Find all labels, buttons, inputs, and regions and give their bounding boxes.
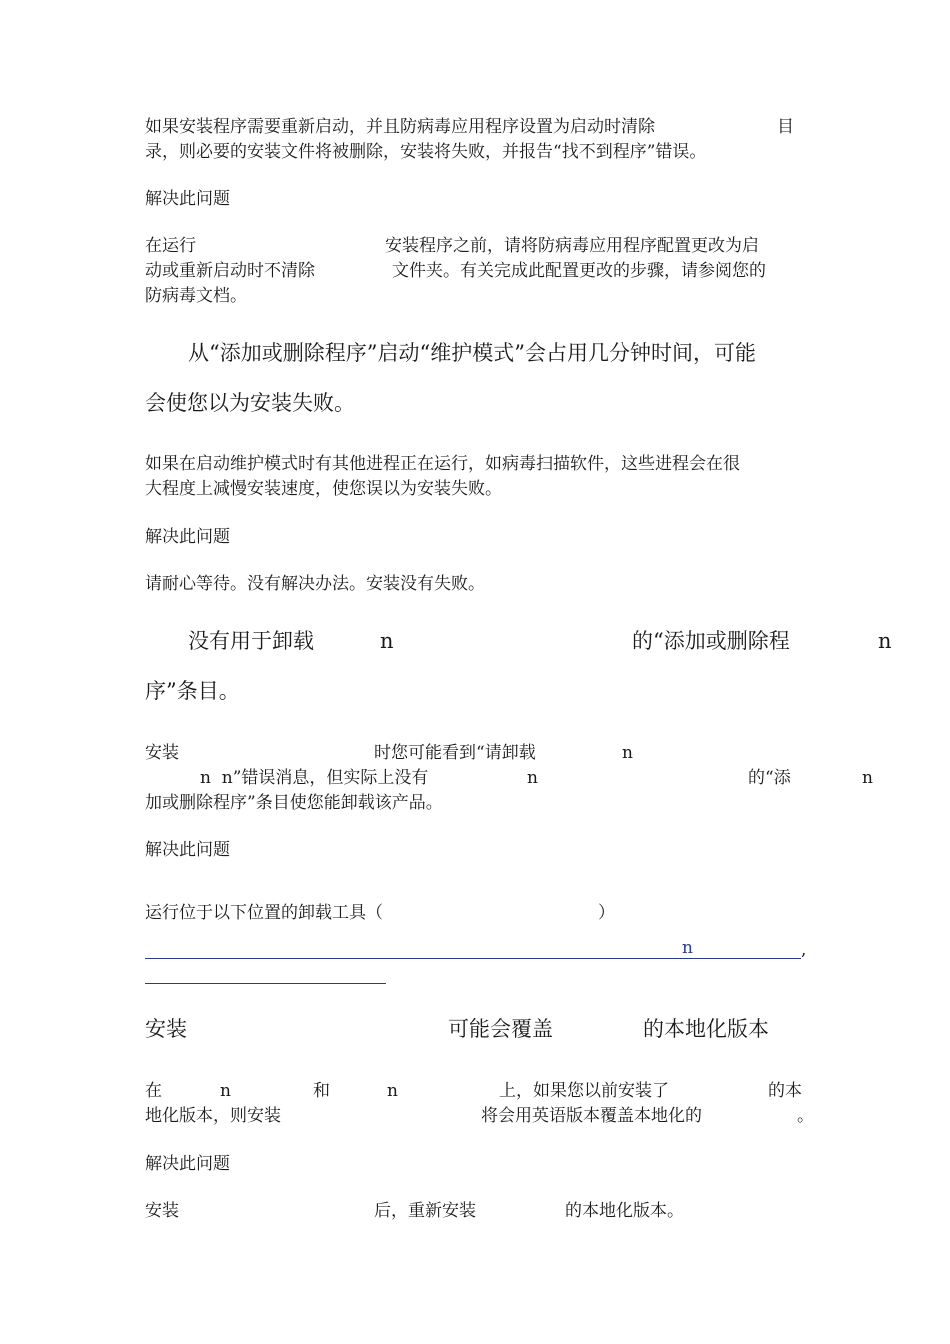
section-heading: 安装 [145, 1017, 187, 1041]
paragraph-line: 的本地化版本。 [565, 1201, 684, 1221]
paragraph-line: n [862, 768, 873, 788]
paragraph-line: 在 [145, 1081, 162, 1101]
paragraph-line: 大程度上减慢安装速度，使您误以为安装失败。 [145, 479, 502, 499]
paragraph-line: 如果安装程序需要重新启动，并且防病毒应用程序设置为启动时清除 [145, 117, 655, 137]
paragraph-line: n [387, 1081, 398, 1101]
link-underline [145, 983, 386, 984]
resolve-label: 解决此问题 [145, 840, 230, 860]
paragraph-line: 录，则必要的安装文件将被删除，安装将失败，并报告“找不到程序”错误。 [145, 142, 707, 162]
link-underline [145, 958, 801, 959]
paragraph-line: 上，如果您以前安装了 [499, 1081, 669, 1101]
uninstall-tool-link[interactable] [145, 934, 805, 986]
paragraph-line: n [622, 743, 633, 763]
paragraph-line: 防病毒文档。 [145, 286, 247, 306]
paragraph-line: 安装程序之前，请将防病毒应用程序配置更改为启 [385, 236, 759, 256]
paragraph-line: ） [598, 903, 615, 923]
paragraph-line: 文件夹。有关完成此配置更改的步骤，请参阅您的 [392, 261, 766, 281]
section-heading: 没有用于卸载 [188, 629, 314, 653]
paragraph-line: n [527, 768, 538, 788]
paragraph-line: 动或重新启动时不清除 [145, 261, 315, 281]
paragraph-line: 的“添 [748, 768, 791, 788]
paragraph-line: n [220, 1081, 231, 1101]
section-heading: n [380, 629, 394, 653]
paragraph-line: 。 [797, 1106, 814, 1126]
paragraph-line: 地化版本，则安装 [145, 1106, 281, 1126]
paragraph-line: n n”错误消息，但实际上没有 [200, 768, 429, 788]
resolve-label: 解决此问题 [145, 1154, 230, 1174]
link-text: n [682, 938, 693, 958]
paragraph-line: 在运行 [145, 236, 196, 256]
resolve-label: 解决此问题 [145, 189, 230, 209]
paragraph-line: 和 [313, 1081, 330, 1101]
section-heading: 可能会覆盖 [448, 1017, 553, 1041]
paragraph-line: 如果在启动维护模式时有其他进程正在运行，如病毒扫描软件，这些进程会在很 [145, 454, 740, 474]
resolve-label: 解决此问题 [145, 527, 230, 547]
paragraph-line: 请耐心等待。没有解决办法。安装没有失败。 [145, 574, 485, 594]
section-heading: n [878, 629, 892, 653]
paragraph-line: 将会用英语版本覆盖本地化的 [481, 1106, 702, 1126]
section-heading: 会使您以为安装失败。 [145, 391, 355, 415]
paragraph-line: 安装 [145, 743, 179, 763]
link-tail: , [801, 940, 807, 960]
paragraph-line: 的本 [768, 1081, 802, 1101]
paragraph-line: 后，重新安装 [374, 1201, 476, 1221]
paragraph-line: 运行位于以下位置的卸载工具（ [145, 903, 383, 923]
paragraph-line: 目 [777, 117, 794, 137]
paragraph-line: 时您可能看到“请卸载 [374, 743, 536, 763]
section-heading: 的本地化版本 [643, 1017, 769, 1041]
paragraph-line: 加或删除程序”条目使您能卸载该产品。 [145, 793, 443, 813]
section-heading: 从“添加或删除程序”启动“维护模式”会占用几分钟时间，可能 [188, 341, 756, 365]
paragraph-line: 安装 [145, 1201, 179, 1221]
section-heading: 的“添加或删除程 [632, 629, 790, 653]
section-heading: 序”条目。 [145, 679, 240, 703]
